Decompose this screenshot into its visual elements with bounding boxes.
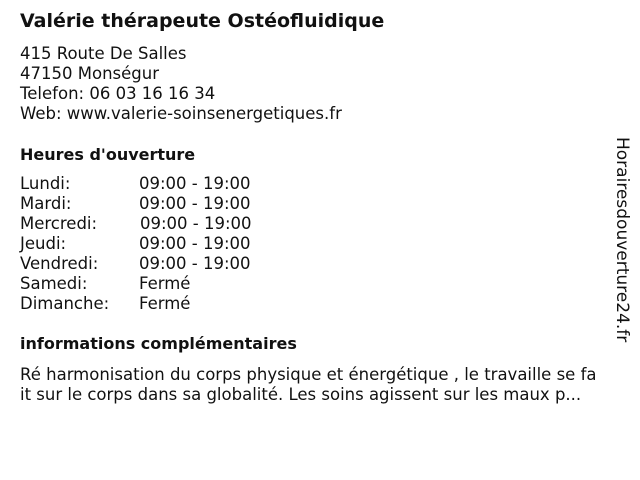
hours-day: Jeudi:	[20, 234, 67, 253]
hours-time: 09:00 - 19:00	[139, 234, 251, 253]
hours-heading: Heures d'ouverture	[20, 145, 196, 164]
hours-day: Mercredi:	[20, 214, 98, 233]
hours-time: 09:00 - 19:00	[140, 214, 252, 233]
hours-day: Lundi:	[20, 174, 71, 193]
site-watermark: Horairesdouverture24.fr	[612, 137, 632, 343]
business-name: Valérie thérapeute Ostéofluidique	[20, 10, 385, 32]
hours-time: 09:00 - 19:00	[139, 254, 251, 273]
hours-time: Fermé	[139, 274, 191, 293]
description-line: Ré harmonisation du corps physique et énergétique , le travaille se fa	[20, 365, 597, 384]
hours-day: Mardi:	[20, 194, 72, 213]
address-city: 47150 Monségur	[20, 64, 159, 83]
hours-day: Vendredi:	[20, 254, 99, 273]
hours-time: Fermé	[139, 294, 191, 313]
business-contact	[20, 44, 342, 124]
description-line: it sur le corps dans sa globalité. Les soins agissent sur les maux p...	[20, 385, 582, 404]
info-description	[20, 365, 632, 405]
hours-day: Dimanche:	[20, 294, 110, 313]
phone-number: Telefon: 06 03 16 16 34	[20, 84, 216, 103]
hours-time: 09:00 - 19:00	[139, 194, 251, 213]
hours-day: Samedi:	[20, 274, 88, 293]
address-street: 415 Route De Salles	[20, 44, 187, 63]
hours-time: 09:00 - 19:00	[139, 174, 251, 193]
info-heading: informations complémentaires	[20, 334, 297, 353]
website: Web: www.valerie-soinsenergetiques.fr	[20, 104, 342, 123]
